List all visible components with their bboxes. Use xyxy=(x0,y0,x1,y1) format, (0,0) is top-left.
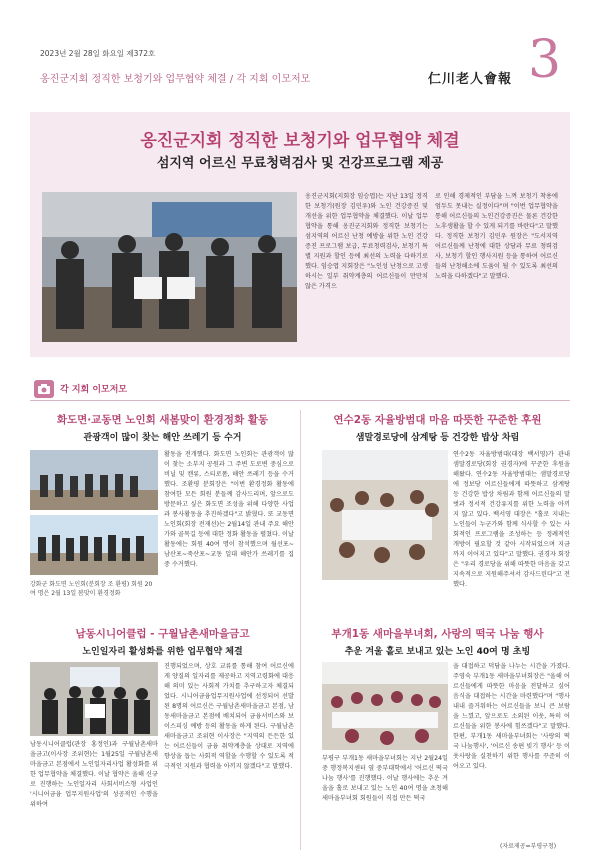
article-4-body-right: 을 대접하고 덕담을 나누는 시간을 가졌다. 주영숙 부개1동 새마을부녀회장은 "올해 어르신들에게 따뜻한 마음을 전달하고 싶어 음식을 대접하는 시간을 마련했다"며 "행사 내내 즐거워하는 어르신들을 보니 큰 보람을 느꼈고, 앞으로도 소외된 이웃, 특히 어르신들을 위한 봉사에 힘쓰겠다"고 말했다. 한편, 부개1동 새마을부녀회는 '사랑의 떡국 나눔행사', '어르신 송편 빚기 행사' 등 이웃사랑을 실천하기 위한 행사를 꾸준히 이어오고 있다. xyxy=(453,663,570,770)
article-4-photo-image xyxy=(322,662,448,750)
article-4-body-left: 부평구 부개1동 새마을부녀회는 지난 2월24일 중 행정복지센터 옆 중부대학에서 '어르신 떡국 나눔 행사'를 진행했다. 이날 행사에는 추운 겨울을 홀로 보내고 있는 노인 40여 명을 초청해 새마을부녀회 회원들이 직접 만든 떡국 xyxy=(322,755,448,802)
column-divider xyxy=(300,410,301,850)
article-2-body: 연수2동 자율방범대(대장 백서영)가 관내 샘말경로당(회장 권경자)에 꾸준한 후원을 해왔다. 연수2동 자율방범대는 샘말경로당에 정보당 어르신들에게 따뜻하고 삼계탕 등 건강한 밥상 차림과 함께 어르신들의 말벗과 정서적 건강유지를 위한 노력을 아끼지 않고 있다. 백서영 대장은 "홀로 지내는 노인들이 누군가와 함께 식사할 수 있는 사회적인 프로그램을 조성하는 등 정례적인 개방이 필요할 것 같아 시작되었으며 지금까지 이어지고 있다"고 말했다. 권경자 회장은 "우리 경로당을 위해 따뜻한 마음을 갖고 지속적으로 지원해주셔서 감사드린다"고 전했다. xyxy=(453,451,570,588)
article-3-title: 남동시니어클럽 - 구월남촌새마을금고 xyxy=(75,628,250,640)
article-4-title: 부개1동 새마을부녀회, 사랑의 떡국 나눔 행사 xyxy=(331,628,544,640)
article-4-photo xyxy=(322,662,448,750)
camera-icon xyxy=(34,380,54,398)
article-2-title: 연수2동 자율방범대 마음 따뜻한 꾸준한 후원 xyxy=(333,414,542,426)
article-1-photo-bottom-image xyxy=(30,515,158,575)
article-3-subtitle: 노인일자리 활성화를 위한 업무협약 체결 xyxy=(82,647,243,657)
article-3-photo-image xyxy=(30,662,158,736)
article-1-body: 활동을 전개했다. 화도면 노인회는 관광객이 많이 찾는 소부지 공원과 그 주변 도로변 중심으로 비닐 및 캔류, 스티로폼, 해안 쓰레기 등을 수거했다. 조환평 분회장은 "이번 환경정화 활동에 참여한 모든 회원 분들께 감사드리며, 앞으로도 방문하고 싶은 화도면 조성을 위해 다양한 사업과 봉사활동을 추진하겠다"고 밝혔다. 또 교동면 노인회(회장 전재선)는 2월14일 관내 주요 해안가와 골목길 등에 대한 정화 활동을 펼쳤다. 이날 활동에는 회원 40여 명이 참석했으며 월선포~남산포~죽산포~교동 일대 해안가 쓰레기를 집중 수거했다. xyxy=(164,451,294,568)
main-article-title: 옹진군지회 정직한 보청기와 업무협약 체결 xyxy=(140,131,460,151)
article-1-photo-bottom xyxy=(30,515,158,575)
article-3-body-right: 진행되었으며, 상호 교류를 통해 참여 어르신에게 양질의 일자리를 제공하고 지역고령화에 대응해 의미 있는 사회적 가치를 추구하고자 체결되었다. 시니어금융업무지원사업에 선정되어 선발된 8명의 어르신은 구월남촌새마을금고 본점, 남동새마을금고 본점에 배치되어 금융서비스와 보이스피싱 예방 등의 활동을 하게 된다. 구월남촌새마을금고 조위현 이사장은 "지역의 든든한 있는 어르신들이 금융 취약계층을 상대로 지역에 향상을 돕는 사회적 역할을 수행할 수 있도록 적극적인 지원과 협력을 아끼지 않겠다"고 말했다. xyxy=(164,663,294,770)
page-number: 3 xyxy=(528,30,562,90)
section-tag xyxy=(30,378,570,401)
section-title: 옹진군지회 정직한 보청기와 업무협약 체결 / 각 지회 이모저모 xyxy=(40,74,311,85)
date-issue: 2023년 2월 28일 화요일 제372호 xyxy=(40,49,156,58)
newspaper-logo: 仁川老人會報 xyxy=(428,72,513,87)
main-article-col1: 옹진군지회(지회장 임승엽)는 지난 13일 정직한 보청기(원장 김민우)와 노인 건강증진 및 개선을 위한 업무협약을 체결했다. 이날 업무협약을 통해 옹진군지회와 정직한 보청기는 섬지역의 어르신 난청 예방을 위한 노인 건강증진 프로그램 보급, 무료청력검사, 보청기 특별 지원과 할인 등에 최선의 노력을 다하기로 했다. 임승엽 지회장은 "노인성 난청으로 고생하시는 일부 취약계층의 어르신들이 만만치 않은 가격으 xyxy=(305,193,428,290)
signing-photo-image xyxy=(42,192,297,342)
article-2-subtitle: 샘말경로당에 삼계탕 등 건강한 밥상 차림 xyxy=(355,433,520,443)
article-3-body-left: 남동시니어클럽(관장 홍정인)과 구월남촌새마을금고(이사장 조위현)는 1월25일 구월남촌새마을금고 본점에서 노인일자리사업 활성화를 위한 업무협약을 체결했다. 이날 협약은 올해 신규로 진행하는 노인일자리 사회서비스형 사업인 '시니어금융 업무지원사업'의 성공적인 수행을 위하여 xyxy=(30,741,158,808)
section-tag-label: 각 지회 이모저모 xyxy=(60,385,128,395)
article-1-caption: 강화군 화도면 노인회(분회장 조 환평) 회원 20여 명은 2월 13일 봄맞이 환경정화 xyxy=(30,581,153,597)
article-2-photo xyxy=(322,450,448,580)
article-1-photo-top-image xyxy=(30,450,158,510)
article-1-subtitle: 관광객이 많이 찾는 해안 쓰레기 등 수거 xyxy=(83,433,242,443)
article-3-photo xyxy=(30,662,158,736)
article-2-photo-image xyxy=(322,450,448,580)
main-article-subtitle: 섬지역 어르신 무료청력검사 및 건강프로그램 제공 xyxy=(156,156,444,171)
signing-photo xyxy=(42,192,297,342)
article-4-subtitle: 추운 겨울 홀로 보내고 있는 노인 40여 명 초빙 xyxy=(344,647,531,657)
main-article xyxy=(30,112,570,357)
article-4-credit: (자료제공=부평구청) xyxy=(500,843,557,850)
article-1-title: 화도면·교동면 노인회 새봄맞이 환경정화 활동 xyxy=(56,414,269,426)
main-article-col2: 로 인해 경제적인 부담을 느껴 보청기 착용에 엄두도 못내는 실정이다"며 "이번 업무협약을 통해 어르신들의 노인건강증진은 물론 건강한 노후생활을 할 수 있게 되기를 바란다"고 말했다. 정직한 보청기 김민우 원장은 "도서지역 어르신들께 난청에 대한 상담과 무료 청력검사, 보청기 할인 행사지원 등을 통하여 어르신들의 난청해소에 도움이 될 수 있도록 최선의 노력을 다하겠다"고 말했다. xyxy=(435,193,558,280)
camera-icon-svg xyxy=(34,380,54,398)
article-1-photo-top xyxy=(30,450,158,510)
